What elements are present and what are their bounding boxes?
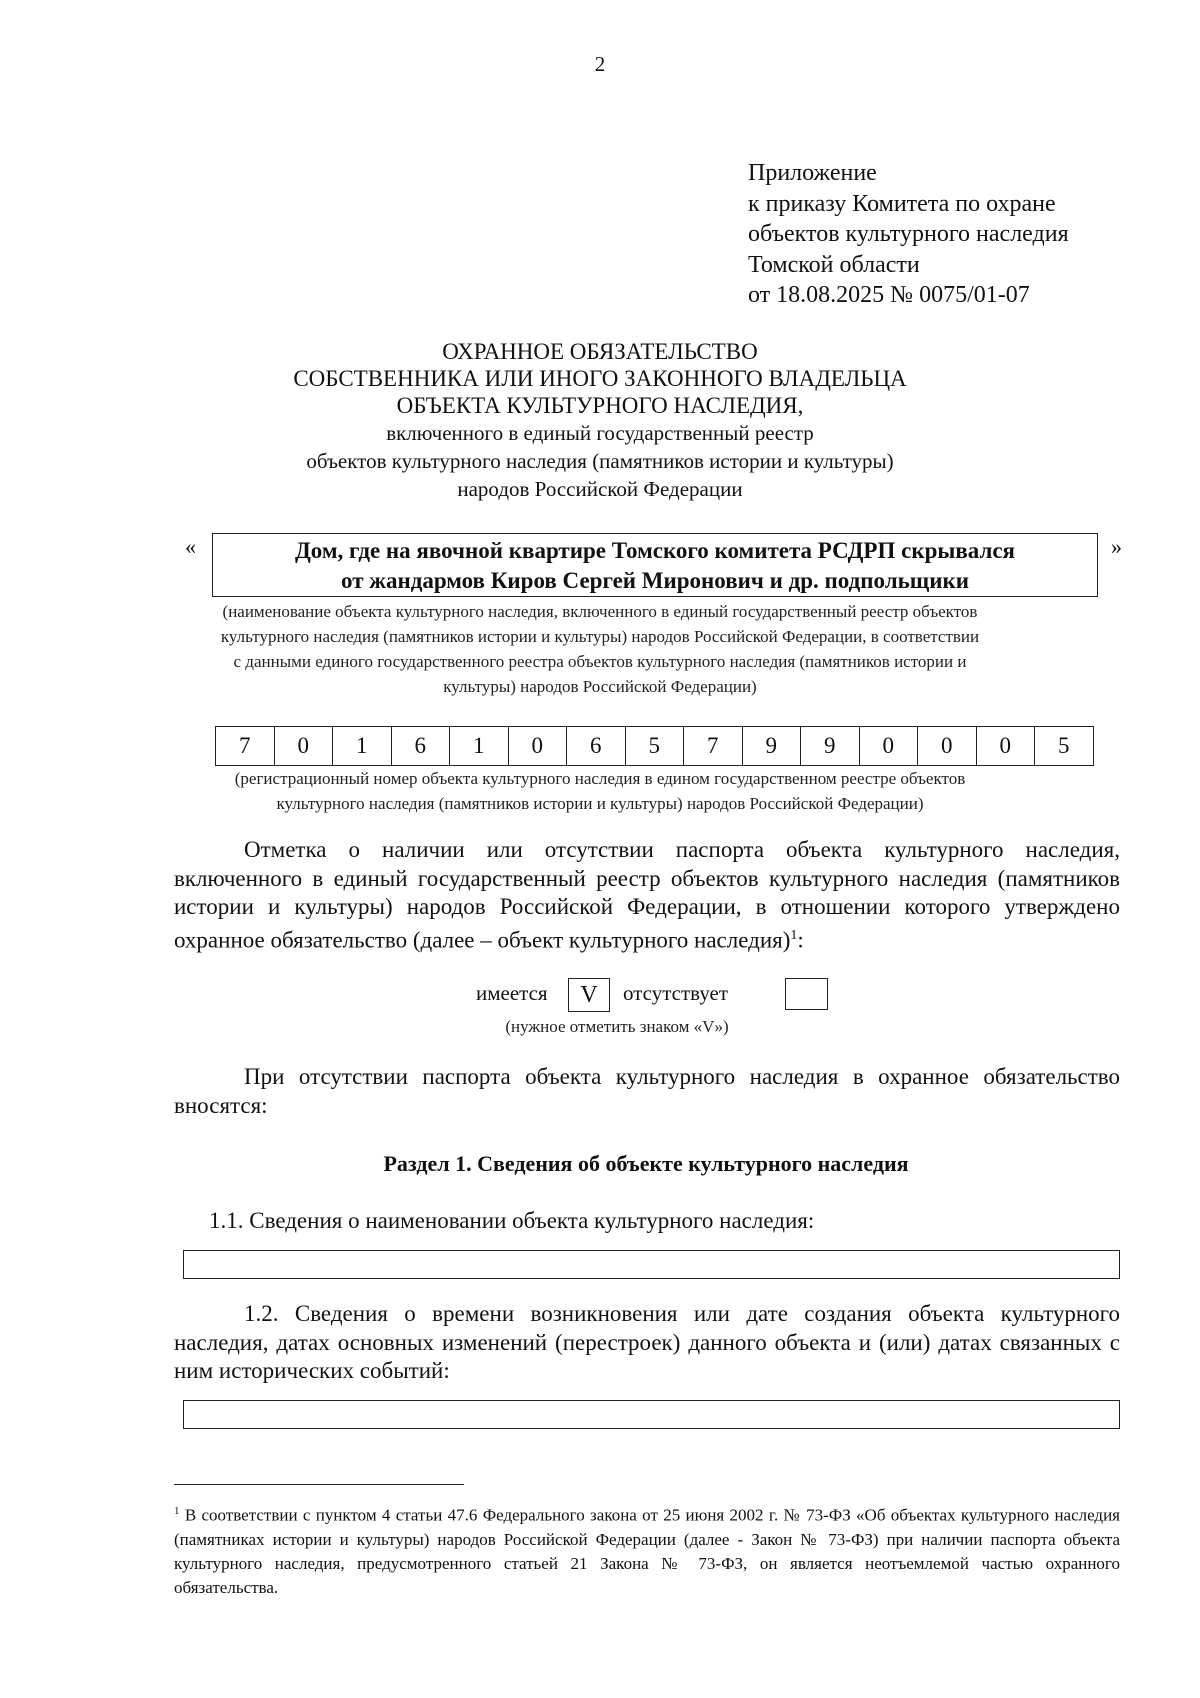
appendix-line: к приказу Комитета по охране [748, 190, 1056, 217]
footnote-ref[interactable]: 1 [790, 927, 798, 943]
caption-line: с данными единого государственного реестра объектов культурного наследия (памятников истории и [233, 652, 967, 671]
appendix-block [748, 158, 1069, 311]
appendix-line: объектов культурного наследия [748, 221, 1069, 247]
caption-line: культурного наследия (памятников истории и культуры) народов Российской Федерации) [276, 794, 924, 813]
appendix-date-line: от 18.08.2025 № 0075/01-07 [748, 282, 1030, 308]
footnote-text: В соответствии с пунктом 4 статьи 47.6 Федерального закона от 25 июня 2002 г. № 73-ФЗ «Об объектах культурного наследия (памятниках истории и культуры) народов Российской Федерации (далее - Закон № 73-ФЗ) при наличии паспорта объекта культурного наследия, предусмотренного статьей 21 Закона № 73-ФЗ, он является неотъемлемой частью охранного обязательства. [174, 1505, 1120, 1597]
reg-digit: 7 [216, 727, 275, 766]
title-subline: включенного в единый государственный реестр [386, 421, 814, 445]
reg-digit: 7 [684, 727, 743, 766]
open-quote: « [185, 534, 196, 559]
title-line: СОБСТВЕННИКА ИЛИ ИНОГО ЗАКОННОГО ВЛАДЕЛЬЦА [293, 366, 907, 391]
passport-text: Отметка о наличии или отсутствии паспорта объекта культурного наследия, включенного в единый государственный реестр объектов культурного наследия (памятников истории и культуры) народов Российской Федерации, в отношении которого утверждено охранное обязательство (далее – объект культурного наследия) [174, 837, 1120, 953]
passport-paragraph [174, 836, 1120, 955]
footnote [174, 1499, 1120, 1600]
reg-digit: 5 [625, 727, 684, 766]
reg-digit: 6 [391, 727, 450, 766]
item-1-2-label: 1.2. Сведения о времени возникновения или дате создания объекта культурного наследия, датах основных изменений (перестроек) данного объекта и (или) датах связанных с ним исторических событий: [174, 1301, 1120, 1383]
absence-paragraph [174, 1063, 1120, 1120]
title-line: ОХРАННОЕ ОБЯЗАТЕЛЬСТВО [442, 339, 758, 364]
caption-line: (регистрационный номер объекта культурного наследия в едином государственном реестре объектов [234, 769, 966, 788]
item-1-1-label: 1.1. Сведения о наименовании объекта культурного наследия: [209, 1208, 815, 1233]
reg-digit: 0 [918, 727, 977, 766]
item-1-2-paragraph [174, 1300, 1120, 1386]
footnote-separator [174, 1484, 464, 1485]
object-name-box [212, 533, 1098, 597]
appendix-line: Приложение [748, 160, 877, 186]
reg-digit: 0 [976, 727, 1035, 766]
close-quote: » [1111, 534, 1122, 559]
reg-digit: 9 [742, 727, 801, 766]
passport-colon: : [797, 927, 804, 953]
footnote-mark: 1 [174, 1505, 180, 1517]
object-name-field[interactable] [183, 1250, 1120, 1279]
object-name-caption [0, 599, 1200, 699]
title-line: ОБЪЕКТА КУЛЬТУРНОГО НАСЛЕДИЯ, [396, 393, 804, 418]
absent-checkbox[interactable] [785, 978, 828, 1010]
mark-hint: (нужное отметить знаком «V») [505, 1017, 729, 1036]
page-number: 2 [594, 52, 606, 76]
reg-digit: 9 [801, 727, 860, 766]
registration-caption [0, 766, 1200, 816]
appendix-line: Томской области [748, 251, 920, 278]
reg-digit: 5 [1035, 727, 1094, 766]
reg-digit: 0 [274, 727, 333, 766]
reg-digit: 6 [567, 727, 626, 766]
title-subline: народов Российской Федерации [457, 477, 743, 501]
object-name-line: от жандармов Киров Сергей Миронович и др. подпольщики [341, 568, 969, 593]
caption-line: культуры) народов Российской Федерации) [443, 677, 757, 696]
reg-digit: 0 [508, 727, 567, 766]
reg-digit: 1 [333, 727, 392, 766]
document-title [0, 338, 1200, 503]
title-subline: объектов культурного наследия (памятников истории и культуры) [306, 449, 894, 473]
section-heading: Раздел 1. Сведения об объекте культурного наследия [383, 1151, 909, 1176]
caption-line: культурного наследия (памятников истории и культуры) народов Российской Федерации, в соответствии [220, 627, 980, 646]
registration-number-grid [215, 726, 1094, 766]
present-label: имеется [476, 981, 548, 1005]
caption-line: (наименование объекта культурного наследия, включенного в единый государственный реестр объектов [222, 602, 978, 621]
reg-digit: 1 [450, 727, 509, 766]
object-name-line: Дом, где на явочной квартире Томского комитета РСДРП скрывался [294, 538, 1016, 563]
reg-digit: 0 [859, 727, 918, 766]
present-checkbox[interactable]: V [568, 978, 610, 1012]
absence-text: При отсутствии паспорта объекта культурного наследия в охранное обязательство вносятся: [174, 1064, 1120, 1118]
absent-label: отсутствует [623, 981, 729, 1005]
creation-date-field[interactable] [183, 1400, 1120, 1429]
